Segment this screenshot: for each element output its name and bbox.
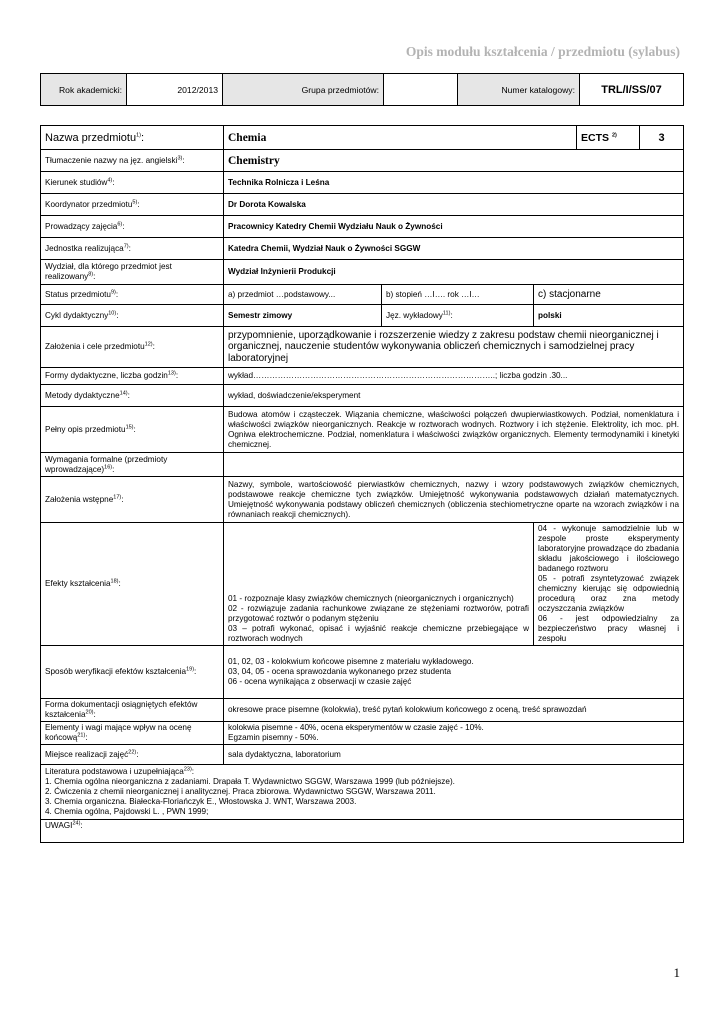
zalozenia-wstepne-label: Założenia wstępne$^{17)}$: (41, 477, 224, 523)
tlumaczenie-label: Tłumaczenie nazwy na jęz. angielski$^{3)}$: (41, 150, 224, 172)
koordynator-value: Dr Dorota Kowalska (224, 194, 684, 216)
jednostka-value: Katedra Chemii, Wydział Nauk o Żywności SGGW (224, 238, 684, 260)
metody-value: wykład, doświadczenie/eksperyment (224, 385, 684, 407)
wymagania-label: Wymagania formalne (przedmioty wprowadzające)$^{16)}$: (41, 453, 224, 477)
numer-label: Numer katalogowy: (458, 74, 580, 106)
formy-label: Formy dydaktyczne, liczba godzin$^{13)}$: (41, 368, 224, 385)
literatura-cell (41, 765, 684, 820)
prowadzacy-value: Pracownicy Katedry Chemii Wydziału Nauk o Żywności (224, 216, 684, 238)
wydzial-value: Wydział Inżynierii Produkcji (224, 260, 684, 285)
wydzial-label: Wydział, dla którego przedmiot jest realizowany$^{8)}$: (41, 260, 224, 285)
zalozenia-cele-value: przypomnienie, uporządkowanie i rozszerzenie wiedzy z zakresu podstaw chemii nieorganicznej i organicznej, nauczenie studentów wykonywania obliczeń chemicznych i samodzielnej pracy laboratoryjnej (224, 327, 684, 368)
cykl-label: Cykl dydaktyczny$^{10)}$: (41, 305, 224, 327)
kierunek-value: Technika Rolnicza i Leśna (224, 172, 684, 194)
literatura-label: Literatura podstawowa i uzupełniająca$^{23)}$: (45, 766, 195, 776)
efekty-label: Efekty kształcenia$^{18)}$: (41, 523, 224, 646)
grupa-label: Grupa przedmiotów: (223, 74, 384, 106)
ects-label: ECTS $^{2)}$ (577, 126, 640, 150)
koordynator-label: Koordynator przedmiotu$^{5)}$: (41, 194, 224, 216)
status-c: c) stacjonarne (534, 285, 684, 305)
elementy-value: kolokwia pisemne - 40%, ocena eksperymentów w czasie zajęć - 10%. Egzamin pisemny - 50%. (224, 722, 684, 745)
rok-label: Rok akademicki: (41, 74, 127, 106)
wymagania-value (224, 453, 684, 477)
catalog-info-table (40, 73, 684, 106)
jednostka-label: Jednostka realizująca$^{7)}$: (41, 238, 224, 260)
efekty-right: 04 - wykonuje samodzielnie lub w zespole proste eksperymenty laboratoryjne prowadzące do zbadania składu jakościowego i ilościowego badanego roztworu 05 - potrafi zsyntetyzować związek chemiczny kierując się odpowiednią procedurą oraz zna metody oczyszczania związków 06 - jest odpowiedzialny za bezpieczeństwo pracy własnej i zespołu (534, 523, 684, 646)
literatura-value: 1. Chemia ogólna nieorganiczna z zadaniami. Drapała T. Wydawnictwo SGGW, Warszawa 1999 (lub późniejsze). 2. Ćwiczenia z chemii nieorganicznej i analitycznej. Praca zbiorowa. Wydawnictwo SGGW, Warszawa 2011. 3. Chemia organiczna. Białecka-Floriańczyk E., Włostowska J. WNT, Warszawa 2003. 4. Chemia ogólna, Pajdowski L. , PWN 1999; (45, 777, 455, 816)
uwagi-label: UWAGI$^{24)}$: (45, 820, 83, 830)
numer-value: TRL/I/SS/07 (580, 74, 684, 106)
zalozenia-cele-label: Założenia i cele przedmiotu$^{12)}$: (41, 327, 224, 368)
jez-label: Jęz. wykładowy$^{11)}$: (382, 305, 534, 327)
document-header-title: Opis modułu kształcenia / przedmiotu (sylabus) (405, 44, 680, 59)
elementy-label: Elementy i wagi mające wpływ na ocenę końcową$^{21)}$: (41, 722, 224, 745)
sposob-value: 01, 02, 03 - kolokwium końcowe pisemne z materiału wykładowego. 03, 04, 05 - ocena sprawozdania wykonanego przez studenta 06 - ocena wynikająca z obserwacji w czasie zajęć (224, 646, 684, 699)
forma-dok-label: Forma dokumentacji osiągniętych efektów kształcenia$^{20)}$: (41, 699, 224, 722)
jez-value: polski (534, 305, 684, 327)
forma-dok-value: okresowe prace pisemne (kolokwia), treść pytań kolokwium końcowego z oceną, treść sprawozdań (224, 699, 684, 722)
miejsce-value: sala dydaktyczna, laboratorium (224, 745, 684, 765)
tlumaczenie-value: Chemistry (224, 150, 684, 172)
rok-value: 2012/2013 (127, 74, 223, 106)
nazwa-value: Chemia (224, 126, 577, 150)
cykl-value: Semestr zimowy (224, 305, 382, 327)
grupa-value (384, 74, 458, 106)
metody-label: Metody dydaktyczne$^{14)}$: (41, 385, 224, 407)
sposob-label: Sposób weryfikacji efektów kształcenia$^{19)}$: (41, 646, 224, 699)
pelny-opis-label: Pełny opis przedmiotu$^{15)}$: (41, 407, 224, 453)
status-b: b) stopień …I…. rok …I… (382, 285, 534, 305)
status-a: a) przedmiot …podstawowy... (224, 285, 382, 305)
syllabus-table (40, 125, 684, 843)
status-label: Status przedmiotu$^{9)}$: (41, 285, 224, 305)
page-number: 1 (673, 965, 680, 980)
ects-value: 3 (640, 126, 684, 150)
zalozenia-wstepne-value: Nazwy, symbole, wartościowość pierwiastków chemicznych, nazwy i wzory podstawowych związków chemicznych, podstawowe reakcje chemiczne tych związków. Umiejętność wykonywania podstawowych działań matematycznych. Umiejętność wykonywania podstawy obliczeń chemicznych (obliczenia stechiometryczne oparte na wzorach związków i na równaniach reakcji chemicznych). (224, 477, 684, 523)
pelny-opis-value: Budowa atomów i cząsteczek. Wiązania chemiczne, właściwości połączeń dwupierwiastkowych. Podział, nomenklatura i właściwości związków nieorganicznych. Reakcje w roztworach wodnych. Roztwory i ich stężenie. Elektrolity, ich moc. pH. Ogniwa elektrochemiczne. Podział, nomenklatura i właściwości związków organicznych. Elementy termodynamiki i kinetyki chemicznej. (224, 407, 684, 453)
efekty-left: 01 - rozpoznaje klasy związków chemicznych (nieorganicznych i organicznych) 02 - rozwiązuje zadania rachunkowe związane ze stężeniami roztworów, potrafi przygotować roztwór o podanym stężeniu 03 – potrafi wykonać, opisać i wyjaśnić reakcje chemiczne przebiegające w roztworach wodnych (224, 523, 534, 646)
nazwa-label: Nazwa przedmiotu$^{1)}$: (41, 126, 224, 150)
prowadzacy-label: Prowadzący zajęcia$^{6)}$: (41, 216, 224, 238)
miejsce-label: Miejsce realizacji zajęć$^{22)}$: (41, 745, 224, 765)
formy-value: wykład……………………………………………………………………………..; liczba godzin .30... (224, 368, 684, 385)
uwagi-cell (41, 820, 684, 843)
kierunek-label: Kierunek studiów$^{4)}$: (41, 172, 224, 194)
